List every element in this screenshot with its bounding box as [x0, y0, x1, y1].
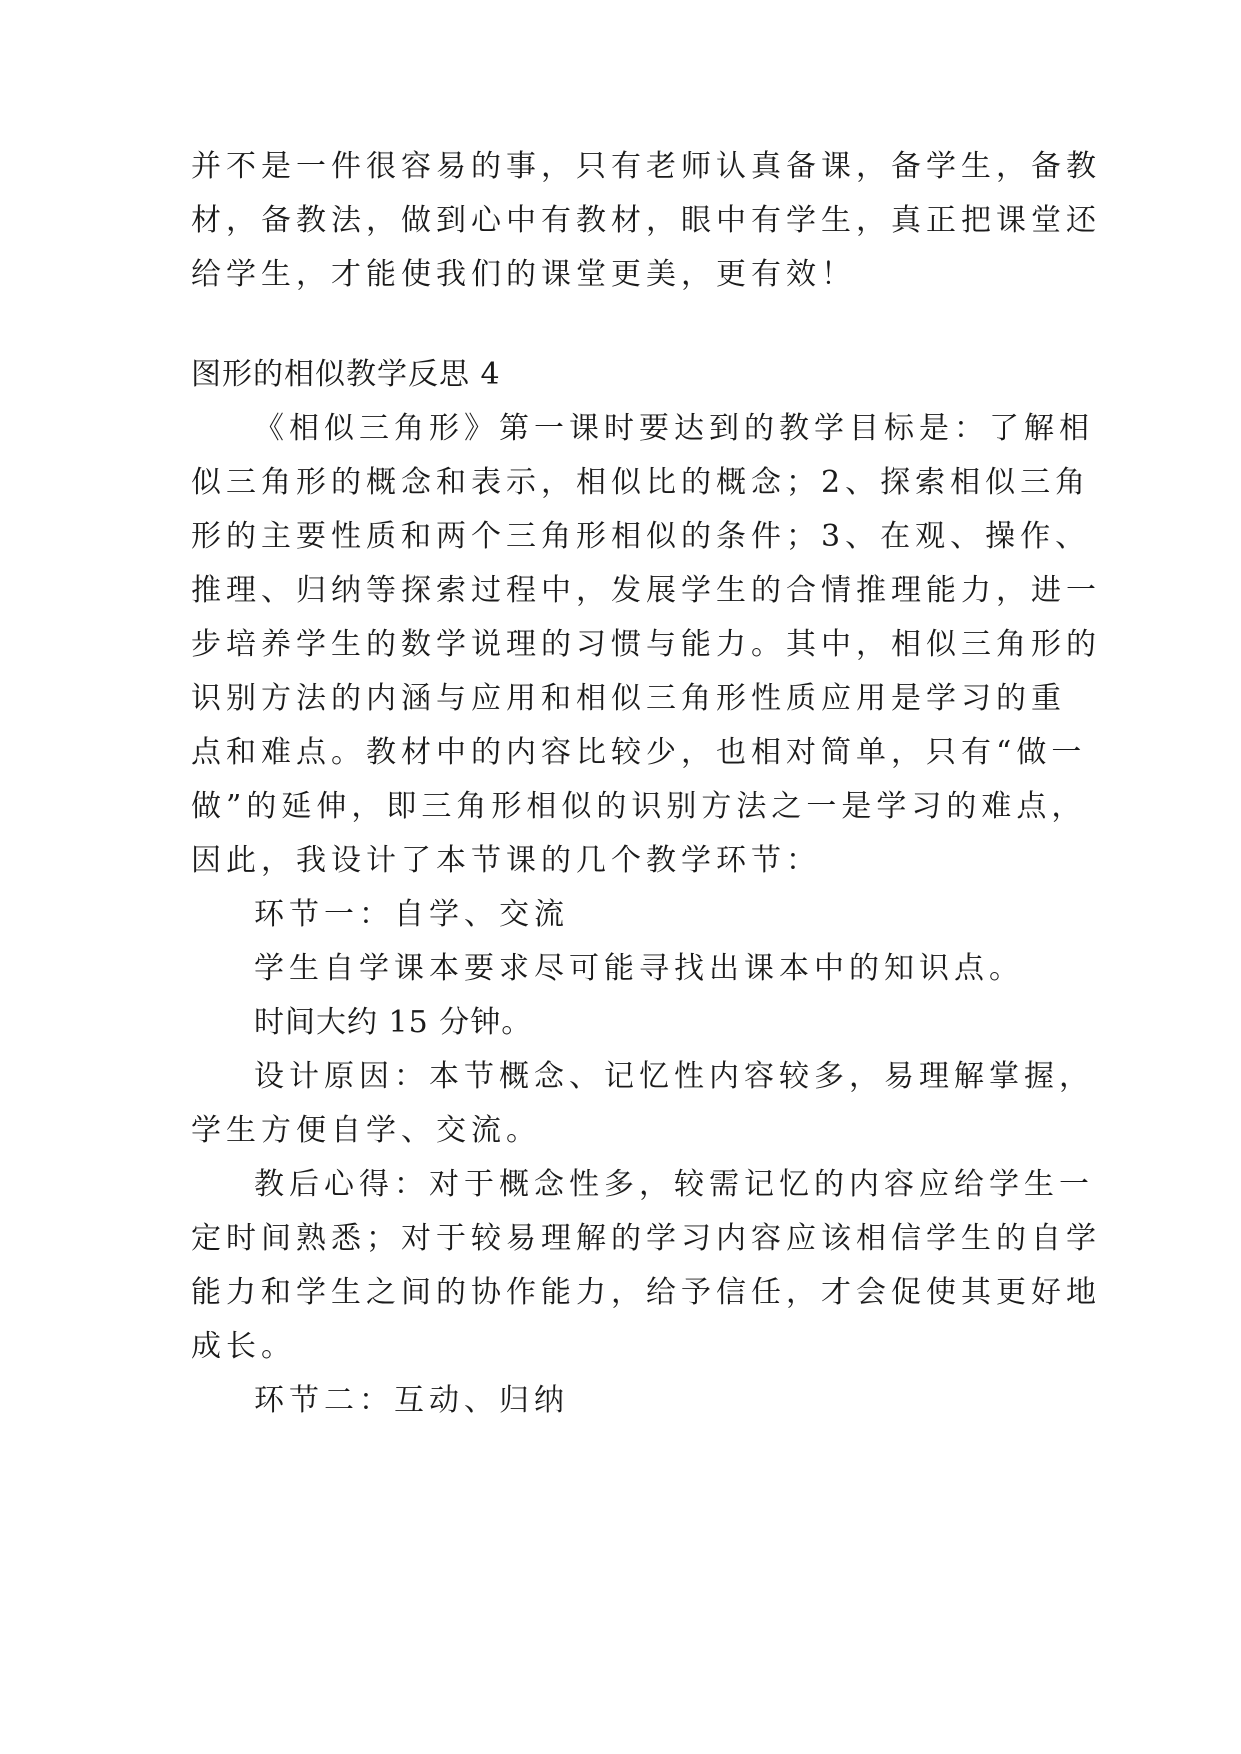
- paragraph-line: 教后心得：对于概念性多，较需记忆的内容应给学生一: [254, 1167, 1094, 1202]
- paragraph-line: 做”的延伸，即三角形相似的识别方法之一是学习的难点，: [191, 789, 1087, 824]
- paragraph-line: 设计原因：本节概念、记忆性内容较多，易理解掌握，: [254, 1059, 1094, 1094]
- paragraph-line: 似三角形的概念和表示，相似比的概念；2、探索相似三角: [191, 465, 1091, 500]
- paragraph-line: 步培养学生的数学说理的习惯与能力。其中，相似三角形的: [191, 627, 1101, 662]
- paragraph-line: 时间大约 15 分钟。: [254, 1005, 533, 1040]
- paragraph-line: 推理、归纳等探索过程中，发展学生的合情推理能力，进一: [191, 573, 1101, 608]
- paragraph-line: 《相似三角形》第一课时要达到的教学目标是：了解相: [254, 411, 1094, 446]
- paragraph-line: 能力和学生之间的协作能力，给予信任，才会促使其更好地: [191, 1275, 1101, 1310]
- step-title: 环节二：互动、归纳: [254, 1383, 569, 1418]
- paragraph-line: 因此，我设计了本节课的几个教学环节：: [191, 843, 821, 878]
- paragraph-line: 形的主要性质和两个三角形相似的条件；3、在观、操作、: [191, 519, 1091, 554]
- paragraph-line: 给学生，才能使我们的课堂更美，更有效！: [191, 257, 856, 292]
- paragraph-line: 学生自学课本要求尽可能寻找出课本中的知识点。: [254, 951, 1024, 986]
- paragraph-line: 材，备教法，做到心中有教材，眼中有学生，真正把课堂还: [191, 203, 1101, 238]
- paragraph-line: 点和难点。教材中的内容比较少，也相对简单，只有“做一: [191, 735, 1087, 770]
- paragraph-line: 学生方便自学、交流。: [191, 1113, 541, 1148]
- paragraph-line: 识别方法的内涵与应用和相似三角形性质应用是学习的重: [191, 681, 1066, 716]
- paragraph-line: 定时间熟悉；对于较易理解的学习内容应该相信学生的自学: [191, 1221, 1101, 1256]
- paragraph-line: 成长。: [191, 1329, 296, 1364]
- section-title: 图形的相似教学反思 4: [191, 357, 501, 392]
- paragraph-line: 并不是一件很容易的事，只有老师认真备课，备学生，备教: [191, 149, 1101, 184]
- step-title: 环节一：自学、交流: [254, 897, 569, 932]
